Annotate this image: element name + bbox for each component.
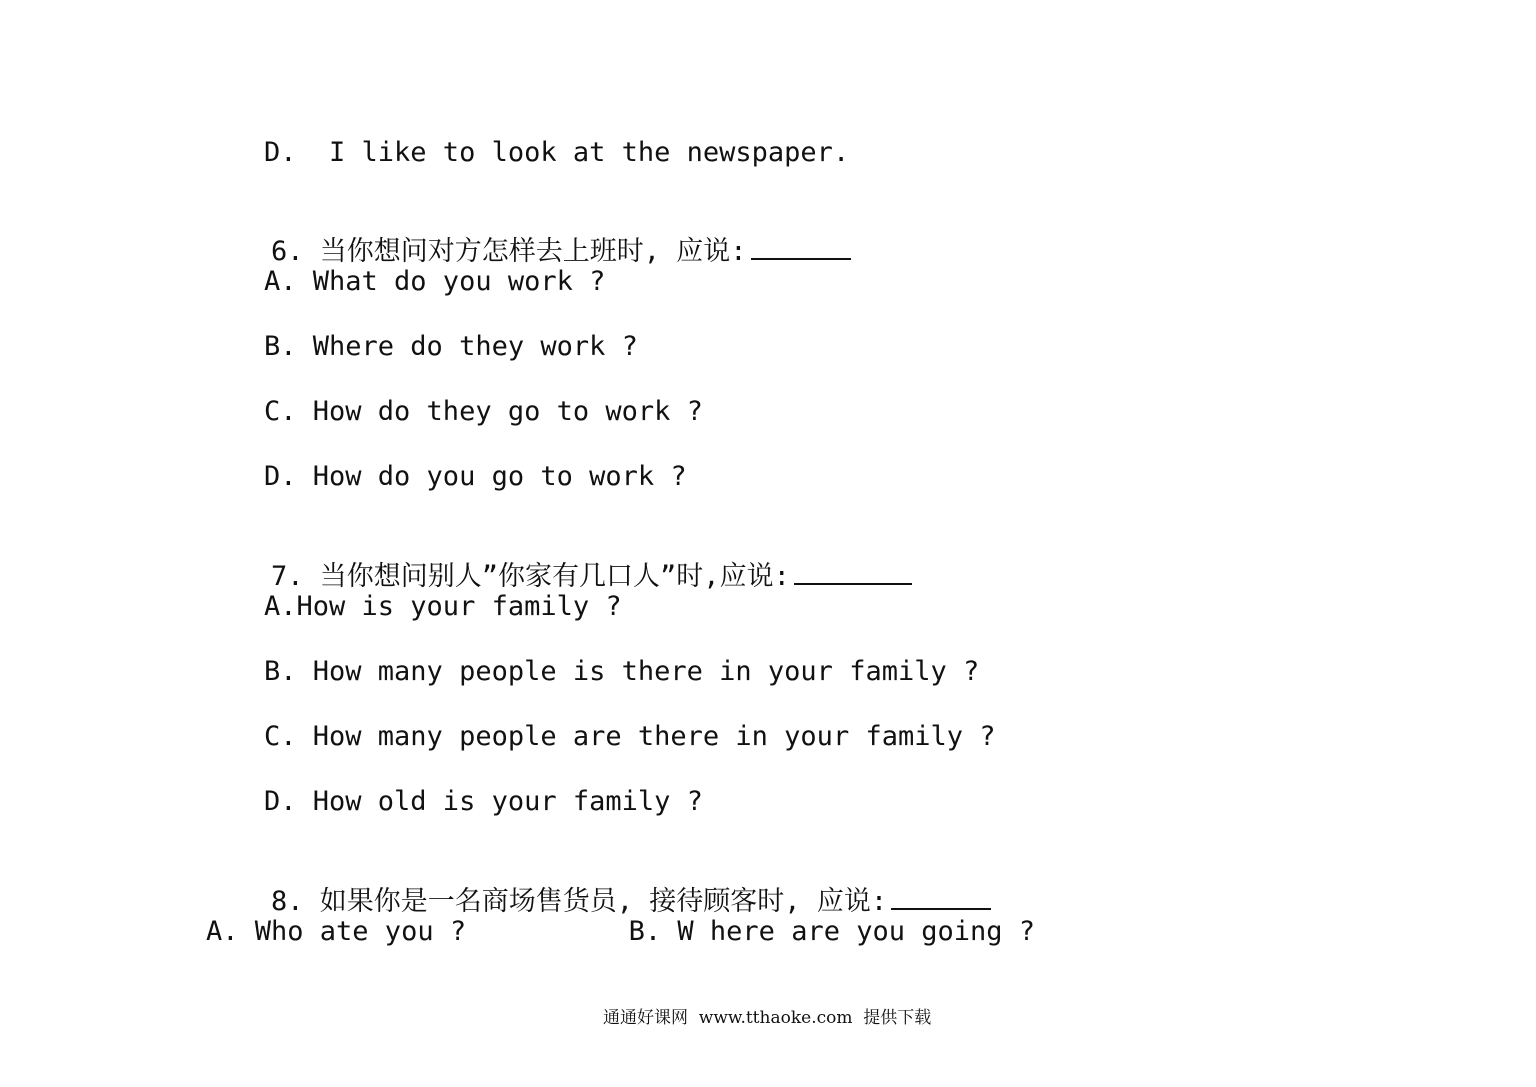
question-7-text: 7. 当你想问别人”你家有几口人”时,应说: — [271, 561, 790, 592]
q7-option-b: B. How many people is there in your family ? — [264, 656, 980, 687]
q8-options-a-b: A. Who ate you ? B. W here are you going ? — [206, 916, 1036, 947]
question-8-text: 8. 如果你是一名商场售货员, 接待顾客时, 应说: — [271, 886, 888, 917]
q5-option-d: D. I like to look at the newspaper. — [264, 137, 850, 168]
question-7-answer-blank — [794, 559, 912, 585]
footer-source-text: 通通好课网 www.tthaoke.com 提供下载 — [603, 1008, 932, 1028]
q6-option-a: A. What do you work ? — [264, 266, 606, 297]
question-8-answer-blank — [891, 884, 991, 910]
q7-option-d: D. How old is your family ? — [264, 786, 703, 817]
question-6-text: 6. 当你想问对方怎样去上班时, 应说: — [271, 236, 747, 267]
q6-option-b: B. Where do they work ? — [264, 331, 638, 362]
q7-option-c: C. How many people are there in your family ? — [264, 721, 996, 752]
q6-option-d: D. How do you go to work ? — [264, 461, 687, 492]
question-6-answer-blank — [751, 234, 851, 260]
q6-option-c: C. How do they go to work ? — [264, 396, 703, 427]
q7-option-a: A.How is your family ? — [264, 591, 622, 622]
